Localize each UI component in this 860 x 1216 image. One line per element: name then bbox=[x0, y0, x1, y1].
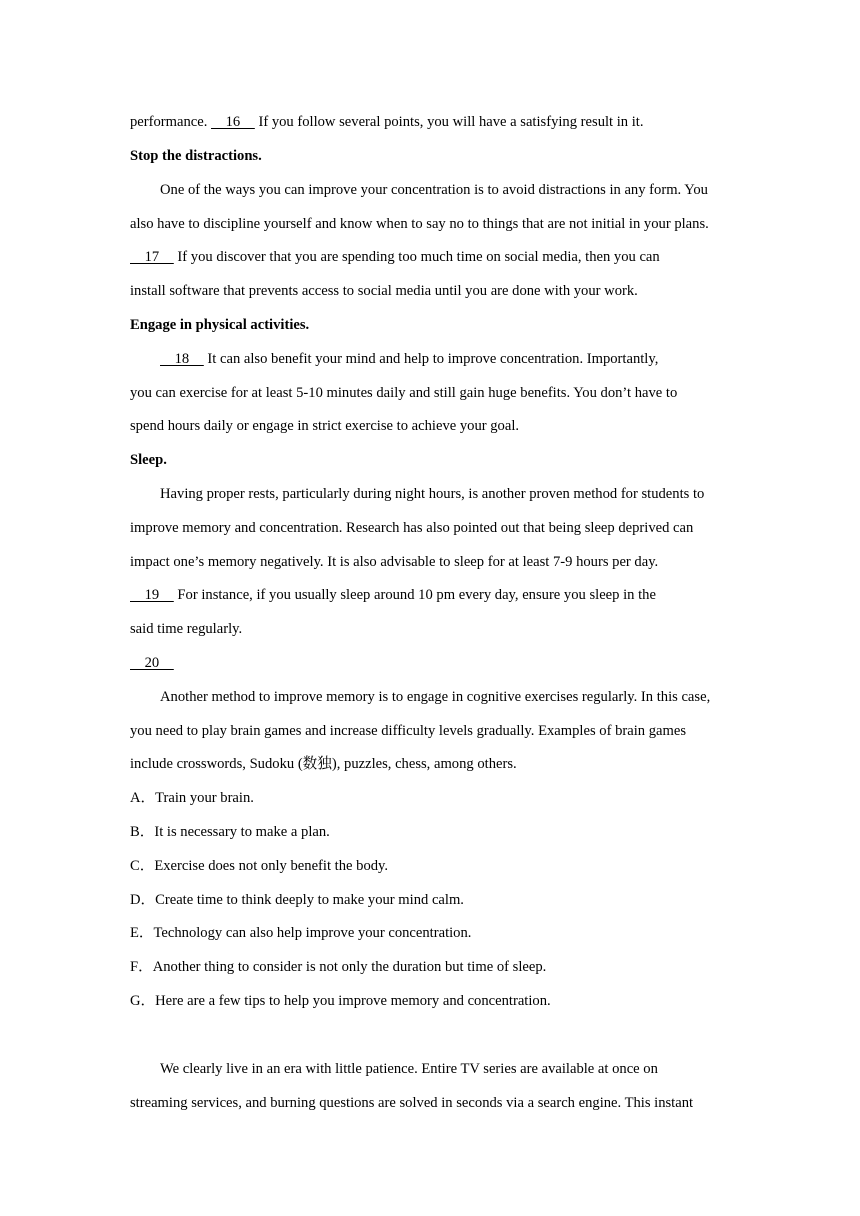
text-line bbox=[130, 654, 174, 672]
option-d: D．Create time to think deeply to make your mind calm. bbox=[130, 892, 464, 908]
text-line: also have to discipline yourself and know when to say no to things that are not initial in your plans. bbox=[130, 216, 709, 232]
option-f: F．Another thing to consider is not only the duration but time of sleep. bbox=[130, 959, 547, 975]
text-line bbox=[130, 113, 644, 131]
text-span: If you follow several points, you will have a satisfying result in it. bbox=[254, 114, 644, 130]
option-g: G．Here are a few tips to help you improve memory and concentration. bbox=[130, 993, 551, 1009]
text-line: you need to play brain games and increase difficulty levels gradually. Examples of brain games bbox=[130, 723, 687, 739]
text-line: said time regularly. bbox=[130, 621, 243, 637]
option-b: B．It is necessary to make a plan. bbox=[130, 824, 330, 840]
text-line: you can exercise for at least 5-10 minutes daily and still gain huge benefits. You don’t have to bbox=[130, 385, 678, 401]
blank-16: 16 bbox=[211, 114, 255, 130]
text-line bbox=[130, 586, 656, 604]
option-e: E．Technology can also help improve your concentration. bbox=[130, 925, 472, 941]
text-line: spend hours daily or engage in strict exercise to achieve your goal. bbox=[130, 418, 520, 434]
text-line: We clearly live in an era with little patience. Entire TV series are available at once on bbox=[160, 1061, 658, 1077]
text-span: For instance, if you usually sleep around 10 pm every day, ensure you sleep in the bbox=[173, 587, 656, 603]
text-line: Another method to improve memory is to engage in cognitive exercises regularly. In this case, bbox=[160, 689, 711, 705]
text-line: impact one’s memory negatively. It is also advisable to sleep for at least 7-9 hours per day. bbox=[130, 554, 659, 570]
text-line: include crosswords, Sudoku (数独), puzzles, chess, among others. bbox=[130, 756, 517, 772]
section-heading: Sleep. bbox=[130, 452, 167, 468]
text-line: improve memory and concentration. Research has also pointed out that being sleep deprived can bbox=[130, 520, 694, 536]
text-line: streaming services, and burning questions are solved in seconds via a search engine. This instant bbox=[130, 1095, 694, 1111]
text-line bbox=[160, 350, 658, 368]
blank-18: 18 bbox=[160, 351, 204, 367]
text-span: It can also benefit your mind and help to improve concentration. Importantly, bbox=[203, 351, 659, 367]
text-span: performance. bbox=[130, 114, 212, 130]
blank-20: 20 bbox=[130, 655, 174, 671]
option-a: A．Train your brain. bbox=[130, 790, 254, 806]
option-c: C．Exercise does not only benefit the body. bbox=[130, 858, 389, 874]
section-heading: Stop the distractions. bbox=[130, 148, 262, 164]
text-line: One of the ways you can improve your concentration is to avoid distractions in any form. You bbox=[160, 182, 708, 198]
text-line: install software that prevents access to social media until you are done with your work. bbox=[130, 283, 638, 299]
section-heading: Engage in physical activities. bbox=[130, 317, 310, 333]
blank-17: 17 bbox=[130, 249, 174, 265]
text-span: If you discover that you are spending too much time on social media, then you can bbox=[173, 249, 660, 265]
text-line: Having proper rests, particularly during night hours, is another proven method for students to bbox=[160, 486, 705, 502]
text-line bbox=[130, 248, 660, 266]
blank-19: 19 bbox=[130, 587, 174, 603]
